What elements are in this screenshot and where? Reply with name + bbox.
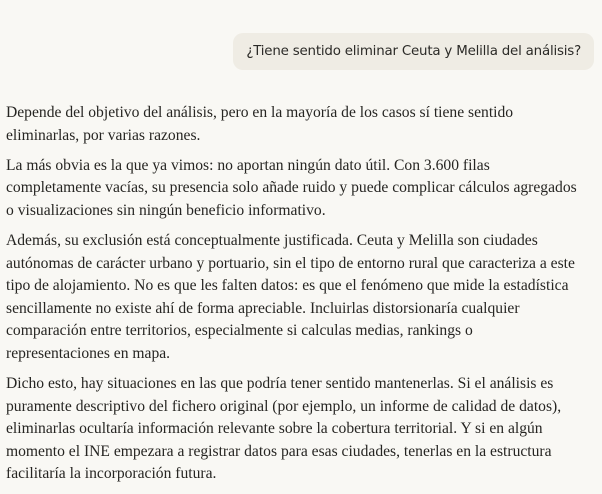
reply-line: Depende del objetivo del análisis, pero en la mayoría de los casos sí tiene sentido [6, 104, 514, 121]
reply-paragraph [6, 102, 577, 147]
reply-line: eliminarlas, por varias razones. [6, 126, 201, 144]
reply-line: sencillamente no existe ahí de forma apreciable. Incluirlas distorsionaría cualquier [6, 299, 520, 317]
user-message-bubble: ¿Tiene sentido eliminar Ceuta y Melilla del análisis? [233, 33, 594, 70]
reply-line: facilitaría la incorporación futura. [6, 465, 217, 483]
reply-line: comparación entre territorios, especialmente si calculas medias, rankings o [6, 322, 473, 340]
reply-line: tipo de alojamiento. No es que les falten datos: es que el fenómeno que mide la estadística [6, 277, 569, 295]
reply-line: puramente descriptivo del fichero original (por ejemplo, un informe de calidad de datos), [6, 397, 562, 415]
reply-line: o visualizaciones sin ningún beneficio informativo. [6, 201, 326, 219]
reply-line: autónomas de carácter urbano y portuario, sin el tipo de entorno rural que caracteriza a este [6, 254, 575, 272]
reply-paragraph [6, 373, 577, 486]
reply-paragraph [6, 155, 577, 223]
reply-line: momento el INE empezara a registrar datos para esas ciudades, tenerlas en la estructura [6, 442, 552, 460]
assistant-reply [6, 102, 577, 494]
reply-paragraph [6, 230, 577, 366]
reply-line: representaciones en mapa. [6, 344, 171, 362]
reply-line: La más obvia es la que ya vimos: no aportan ningún dato útil. Con 3.600 filas [6, 156, 490, 174]
reply-line: Dicho esto, hay situaciones en las que podría tener sentido mantenerlas. Si el análisis es [6, 375, 554, 393]
reply-line: eliminarlas ocultaría información relevante sobre la cobertura territorial. Y si en algún [6, 420, 543, 438]
reply-line: completamente vacías, su presencia solo añade ruido y puede complicar cálculos agregados [6, 179, 577, 197]
reply-line: Además, su exclusión está conceptualmente justificada. Ceuta y Melilla son ciudades [6, 231, 538, 249]
